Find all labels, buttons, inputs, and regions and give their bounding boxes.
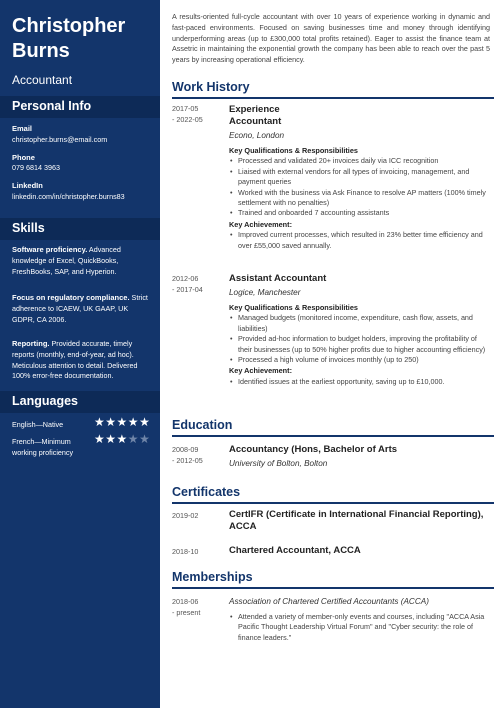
email-label: Email: [12, 124, 33, 133]
skill-text: Advanced knowledge of Excel, QuickBooks, FreshBooks, SAP, and Hyperion.: [12, 245, 121, 276]
sidebar: [0, 0, 160, 708]
language-name: English—Native: [12, 420, 64, 429]
achievement-label: Key Achievement:: [229, 219, 292, 229]
responsibility-list: [229, 156, 491, 218]
star-filled-icon: ★: [116, 432, 128, 446]
job-entry: [229, 273, 491, 387]
certificate-title: CertIFR (Certificate in International Financial Reporting), ACCA: [229, 509, 484, 532]
star-filled-icon: ★: [116, 415, 128, 429]
list-item: • Provided ad-hoc information to budget holders, improving the profitability of their businesses (up to 50% higher profits due to higher accounting efficiency): [229, 334, 491, 355]
job-entry: [229, 104, 491, 251]
skill-item: [12, 293, 152, 325]
certificate-title: Chartered Accountant, ACCA: [229, 545, 361, 556]
certificate-entry: [229, 509, 491, 533]
job-date: [172, 274, 224, 295]
work-history-heading: Work History: [172, 80, 494, 99]
personal-info-block: [12, 124, 152, 203]
job-date-start: 2012-06: [172, 274, 199, 283]
skill-text: Provided accurate, timely reports (monthly, end-of-year, ad hoc). Meticulous attention to detail. Delivered 100% error-free documentation.: [12, 339, 138, 381]
certificate-date: 2019-02: [172, 511, 199, 520]
membership-date-start: 2018-06: [172, 597, 199, 606]
education-date-end: - 2012-05: [172, 455, 203, 465]
star-filled-icon: ★: [105, 415, 117, 429]
star-filled-icon: ★: [94, 415, 106, 429]
job-org: Logice, Manchester: [229, 288, 301, 297]
language-item: [12, 432, 152, 458]
achievement-list: [229, 377, 491, 387]
certificate-entry: [229, 545, 491, 557]
email-value[interactable]: christopher.burns@email.com: [12, 134, 108, 144]
membership-title: Association of Chartered Certified Accountants (ACCA): [229, 597, 429, 606]
education-date: [172, 445, 224, 466]
certificate-date: 2018-10: [172, 547, 199, 556]
skill-title: Focus on regulatory compliance.: [12, 293, 130, 302]
skill-item: [12, 245, 152, 277]
star-empty-icon: ★: [139, 432, 151, 446]
membership-entry: [229, 596, 491, 643]
list-item: • Managed budgets (monitored income, expenditure, cash flow, assets, and liabilities): [229, 313, 491, 334]
list-item: • Trained and onboarded 7 accounting assistants: [229, 208, 491, 218]
job-title: Experience Accountant: [229, 104, 282, 127]
qualifications-label: Key Qualifications & Responsibilities: [229, 303, 358, 312]
job-date-start: 2017-05: [172, 104, 199, 113]
list-item: • Processed and validated 20+ invoices daily via ICC recognition: [229, 156, 491, 166]
list-item: • Worked with the business via Ask Finance to resolve AP matters (100% timely settlement with no penalties): [229, 188, 491, 209]
rating-stars: [94, 417, 150, 428]
candidate-name: Christopher Burns: [12, 15, 126, 62]
certificates-heading: Certificates: [172, 485, 494, 504]
membership-date: [172, 597, 224, 618]
language-name: French—Minimum working proficiency: [12, 437, 74, 457]
language-item: [12, 415, 152, 431]
personal-info-heading: Personal Info: [0, 96, 160, 118]
phone-value[interactable]: 079 6814 3963: [12, 163, 60, 173]
membership-date-end: - present: [172, 607, 201, 617]
responsibility-list: [229, 313, 491, 365]
phone-label: Phone: [12, 152, 35, 162]
main-content: [160, 0, 500, 708]
linkedin-label: LinkedIn: [12, 181, 43, 191]
job-date-end: - 2022-05: [172, 114, 203, 124]
linkedin-value[interactable]: linkedin.com/in/christopher.burns83: [12, 191, 125, 201]
memberships-heading: Memberships: [172, 570, 494, 589]
list-item: • Attended a variety of member-only events and courses, including "ACCA Asia Pacific Thought Leadership Virtual Forum" and "Cyber security: the role of finance leaders.": [229, 612, 491, 643]
job-date-end: - 2017-04: [172, 284, 203, 294]
star-filled-icon: ★: [94, 432, 106, 446]
job-title: Assistant Accountant: [229, 273, 327, 284]
list-item: • Identified issues at the earliest opportunity, saving up to £10,000.: [229, 377, 491, 387]
languages-heading: Languages: [0, 391, 160, 413]
degree-title: Accountancy (Hons, Bachelor of Arts: [229, 444, 398, 455]
education-heading: Education: [172, 418, 494, 437]
skill-title: Reporting.: [12, 339, 50, 348]
skill-title: Software proficiency.: [12, 245, 88, 254]
candidate-role: Accountant: [12, 73, 73, 87]
star-filled-icon: ★: [105, 432, 117, 446]
summary-text: A results-oriented full-cycle accountant with over 10 years of experience working in dynamic and fast-paced environments. Focused on saving businesses time and money through identifying underperforming areas (up to £300,000 total profits retained). Eager to assist the finance team at Assetric in maintaining the exponential growth the company has been able to reach over the past 5 years by increasing operational efficiency.: [172, 12, 490, 65]
star-filled-icon: ★: [127, 415, 140, 429]
skill-text: Strict adherence to ICAEW, UK GAAP, UK GDPR, CA 2006.: [12, 293, 148, 324]
rating-stars: [94, 434, 150, 445]
list-item: • Improved current processes, which resulted in 23% better time efficiency and over £55,000 saved annually.: [229, 230, 491, 251]
list-item: • Liaised with external vendors for all types of invoicing, management, and payment queries: [229, 167, 491, 188]
job-org: Econo, London: [229, 131, 285, 140]
skill-item: [12, 339, 152, 382]
skills-heading: Skills: [0, 218, 160, 240]
achievement-list: [229, 230, 491, 251]
education-entry: [229, 444, 491, 470]
membership-list: [229, 612, 491, 643]
education-date-start: 2008-09: [172, 445, 199, 454]
star-empty-icon: ★: [127, 432, 140, 446]
list-item: • Processed a high volume of invoices monthly (up to 250): [229, 355, 491, 365]
job-date: [172, 104, 224, 125]
qualifications-label: Key Qualifications & Responsibilities: [229, 146, 358, 155]
achievement-label: Key Achievement:: [229, 366, 292, 376]
star-filled-icon: ★: [139, 415, 151, 429]
school-name: University of Bolton, Bolton: [229, 459, 328, 468]
